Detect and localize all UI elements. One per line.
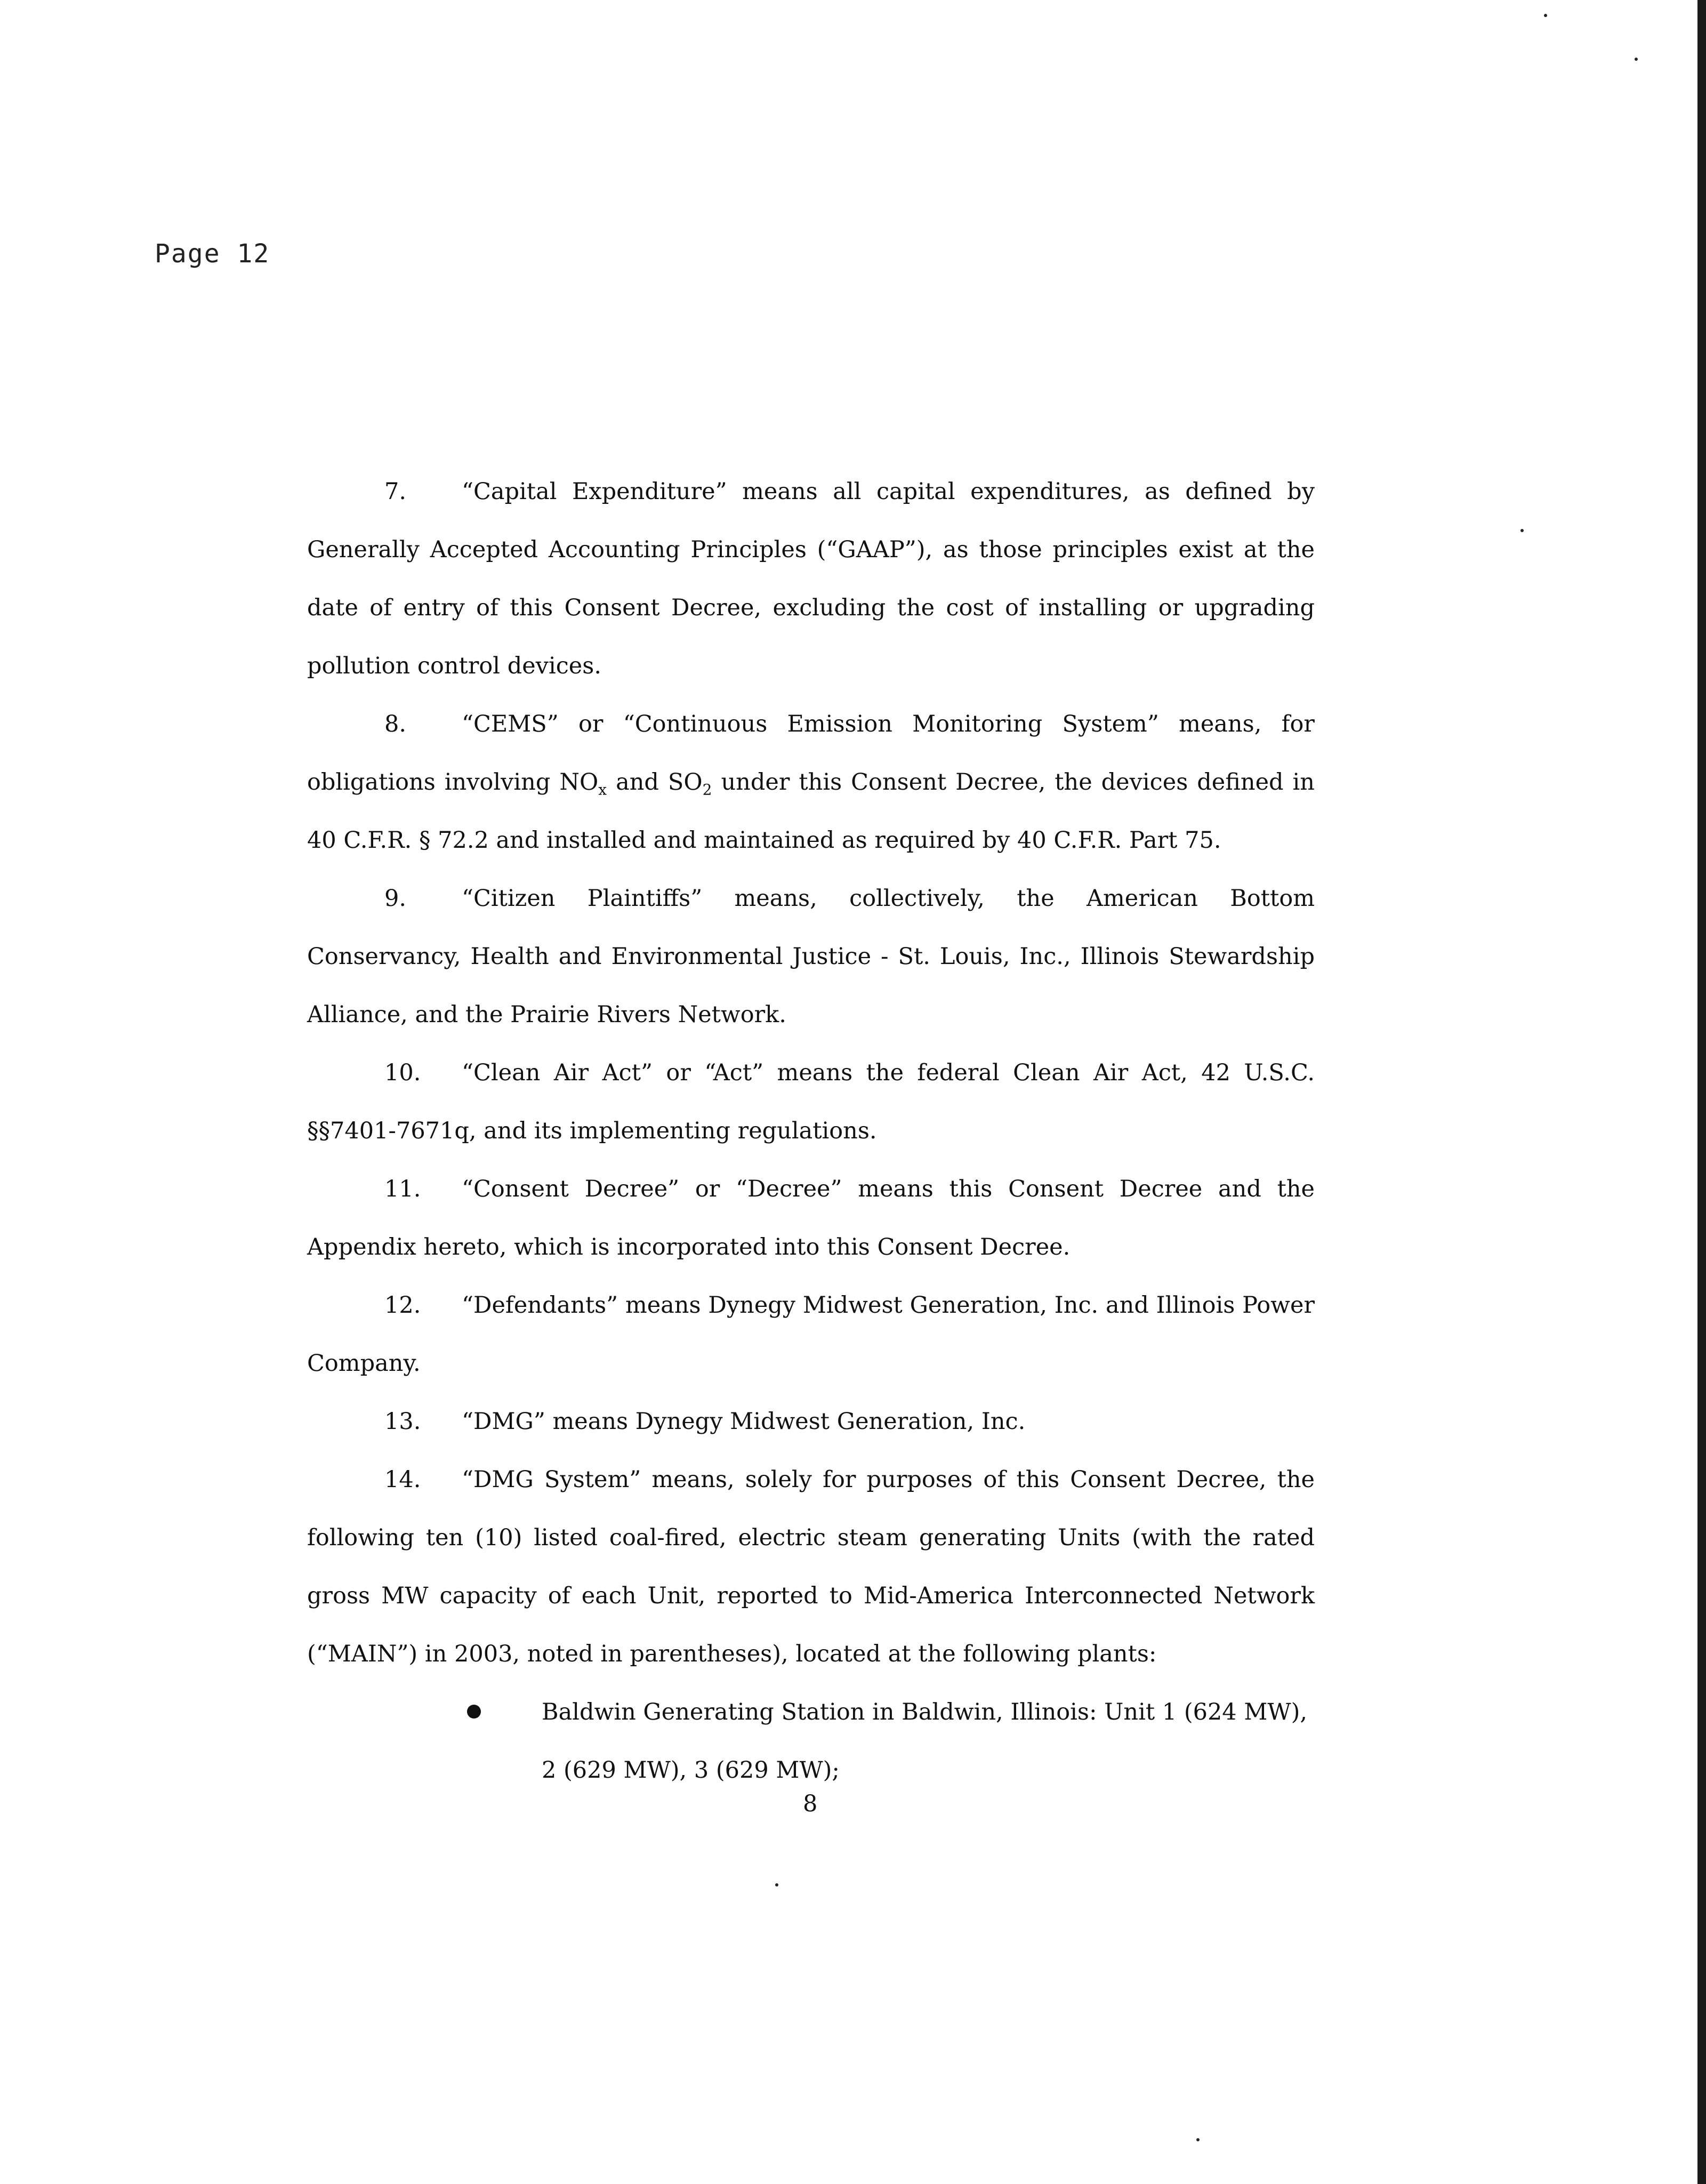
bullet-icon [467,1705,481,1719]
page-number: 8 [803,1790,818,1817]
definition-paragraph-8 [307,695,1315,870]
definition-paragraph-14 [307,1451,1315,1683]
paragraph-number: 12. [384,1292,421,1319]
plant-list-item [542,1683,1315,1800]
paragraph-text: “Consent Decree” or “Decree” means this Consent Decree and the Appendix hereto, which is incorporated into this Consent Decree. [307,1176,1315,1260]
paragraph-text: “DMG” means Dynegy Midwest Generation, Inc. [462,1408,1026,1435]
scan-speck [1635,58,1638,61]
definition-paragraph-7 [307,463,1315,695]
scan-speck [1544,14,1547,17]
plant-list-item-text: Baldwin Generating Station in Baldwin, Illinois: Unit 1 (624 MW), 2 (629 MW), 3 (629 MW); [542,1699,1308,1784]
paragraph-number: 14. [384,1466,421,1493]
definition-paragraph-9 [307,870,1315,1044]
document-body [307,463,1315,1800]
paragraph-number: 8. [384,711,407,737]
paragraph-text: “DMG System” means, solely for purposes of this Consent Decree, the following ten (10) listed coal-fired, electric steam generating Units (with the rated gross MW capacity of each Unit, reported to Mid-America Interconnected Network (“MAIN”) in 2003, noted in parentheses), located at the following plants: [307,1466,1315,1667]
paragraph-number: 10. [384,1059,421,1086]
paragraph-text: “Capital Expenditure” means all capital expenditures, as defined by Generally Accepted Accounting Principles (“GAAP”), as those principles exist at the date of entry of this Consent Decree, excluding the cost of installing or upgrading pollution control devices. [307,478,1315,679]
scan-speck [775,1883,778,1886]
paragraph-text-part-b: and SO [607,769,703,796]
subscript-x: x [598,781,607,799]
paragraph-number: 7. [384,478,407,505]
subscript-2: 2 [702,781,712,799]
paragraph-text-part-c: under this Consent Decree, the devices defined in 40 C.F.R. § 72.2 and installed and maintained as required by 40 C.F.R. Part 75. [307,769,1315,854]
definition-paragraph-12 [307,1276,1315,1393]
paragraph-text: “Citizen Plaintiffs” means, collectively, the American Bottom Conservancy, Health and Environmental Justice - St. Louis, Inc., Illinois Stewardship Alliance, and the Prairie Rivers Network. [307,885,1315,1028]
definition-paragraph-10 [307,1044,1315,1160]
paragraph-number: 13. [384,1408,421,1435]
paragraph-text: “Clean Air Act” or “Act” means the federal Clean Air Act, 42 U.S.C. §§7401-7671q, and its implementing regulations. [307,1059,1315,1144]
paragraph-text: “Defendants” means Dynegy Midwest Generation, Inc. and Illinois Power Company. [307,1292,1315,1377]
paragraph-number: 9. [384,885,407,912]
definition-paragraph-13 [307,1393,1315,1451]
paragraph-text-part-a: “CEMS” or “Continuous Emission Monitoring System” means, for obligations involving NO [307,711,1315,796]
scan-edge-border [1697,0,1706,2184]
scan-speck [1196,2138,1200,2141]
paragraph-number: 11. [384,1176,421,1202]
scan-speck [1520,529,1524,532]
page-label: Page 12 [155,239,270,269]
definition-paragraph-11 [307,1160,1315,1276]
